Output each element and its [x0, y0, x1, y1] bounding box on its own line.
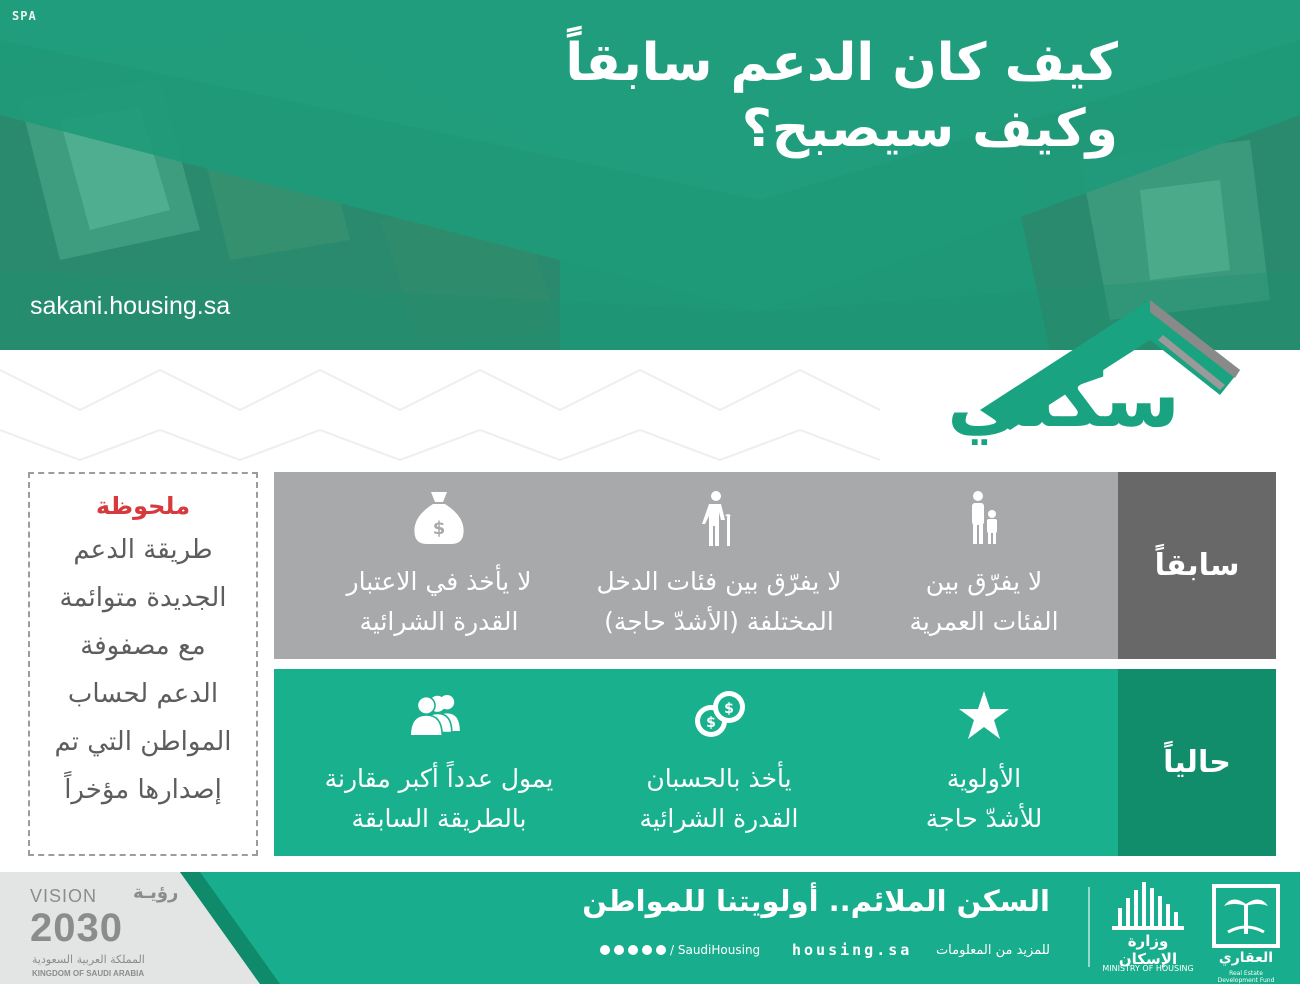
before-age-line2: الفئات العمرية — [909, 607, 1059, 636]
ministry-english: MINISTRY OF HOUSING — [1102, 964, 1194, 973]
before-purchasing-line1: لا يأخذ في الاعتبار — [346, 567, 532, 596]
youtube-icon[interactable] — [642, 945, 652, 955]
money-bag-icon — [407, 486, 471, 550]
vision-year: 2030 — [30, 906, 123, 950]
twitter-icon[interactable] — [614, 945, 624, 955]
ministry-of-housing-logo — [1098, 880, 1198, 980]
row-before — [274, 472, 1276, 659]
svg-text:$: $ — [724, 701, 734, 717]
coins-icon — [687, 683, 751, 747]
now-funding-line1: يمول عدداً أكبر مقارنة — [324, 764, 554, 793]
palm-emblem-icon — [1208, 882, 1284, 948]
note-box — [28, 472, 258, 856]
social-handle[interactable]: / SaudiHousing — [670, 943, 761, 957]
fund-english: Real Estate Development Fund — [1217, 970, 1275, 984]
now-priority-line1: الأولوية — [946, 764, 1022, 793]
footer-banner — [0, 872, 1300, 984]
note-line: المواطن التي تم — [54, 727, 232, 757]
note-line: إصدارها مؤخراً — [64, 775, 222, 805]
kingdom-english: KINGDOM OF SAUDI ARABIA — [32, 969, 145, 978]
now-funding-line2: بالطريقة السابقة — [351, 804, 527, 833]
header-banner — [0, 0, 1300, 350]
star-icon — [952, 683, 1016, 747]
kingdom-arabic: المملكة العربية السعودية — [32, 953, 145, 966]
row-label-before: سابقاً — [1118, 472, 1276, 659]
now-item-priority — [844, 669, 1124, 856]
ministry-arabic: وزارة الإسكان — [1118, 932, 1178, 968]
vision-arabic: رؤيـة — [133, 882, 179, 903]
note-line: طريقة الدعم — [73, 535, 213, 565]
elderly-icon — [687, 486, 751, 550]
family-icon — [952, 486, 1016, 550]
now-priority-line2: للأشدّ حاجة — [925, 804, 1043, 833]
vision-2030-logo — [28, 882, 178, 982]
title-line-2: وكيف سيصبح؟ — [741, 99, 1118, 159]
sakani-logo: سكني — [947, 355, 1180, 445]
snapchat-icon[interactable] — [600, 945, 610, 955]
more-info-text: للمزيد من المعلومات — [935, 943, 1050, 958]
facebook-icon[interactable] — [628, 945, 638, 955]
real-estate-fund-logo — [1208, 882, 1284, 982]
spa-logo: SPA — [12, 9, 37, 23]
people-group-icon — [407, 683, 471, 747]
page-title — [398, 30, 1118, 162]
row-label-now: حالياً — [1118, 669, 1276, 856]
vision-word: VISION — [30, 886, 98, 906]
svg-text:$: $ — [706, 715, 716, 731]
note-line: مع مصفوفة — [80, 631, 206, 661]
before-income-line1: لا يفرّق بين فئات الدخل — [596, 567, 842, 596]
website-link[interactable]: sakani.housing.sa — [30, 292, 231, 320]
footer-website-link[interactable]: housing.sa — [792, 941, 913, 959]
before-purchasing-line2: القدرة الشرائية — [359, 607, 519, 636]
footer-slogan: السكن الملائم.. أولويتنا للمواطن — [582, 884, 1050, 918]
now-item-funding — [299, 669, 579, 856]
ministry-emblem-icon — [1098, 880, 1198, 932]
row-now — [274, 669, 1276, 856]
svg-text:$: $ — [432, 518, 446, 539]
note-line: الجديدة متوائمة — [59, 583, 227, 613]
note-line: الدعم لحساب — [67, 679, 219, 709]
social-links[interactable] — [600, 943, 760, 957]
before-item-age — [844, 472, 1124, 659]
before-item-income — [579, 472, 859, 659]
footer-divider — [1088, 887, 1090, 967]
now-purchasing-line1: يأخذ بالحسبان — [646, 764, 792, 793]
instagram-icon[interactable] — [656, 945, 666, 955]
before-income-line2: المختلفة (الأشدّ حاجة) — [604, 607, 834, 636]
now-purchasing-line2: القدرة الشرائية — [639, 804, 799, 833]
title-line-1: كيف كان الدعم سابقاً — [565, 33, 1118, 93]
note-title: ملحوظة — [95, 492, 191, 520]
before-item-purchasing — [299, 472, 579, 659]
now-item-purchasing — [579, 669, 859, 856]
fund-arabic: العقاري — [1218, 950, 1274, 966]
before-age-line1: لا يفرّق بين — [925, 567, 1043, 596]
